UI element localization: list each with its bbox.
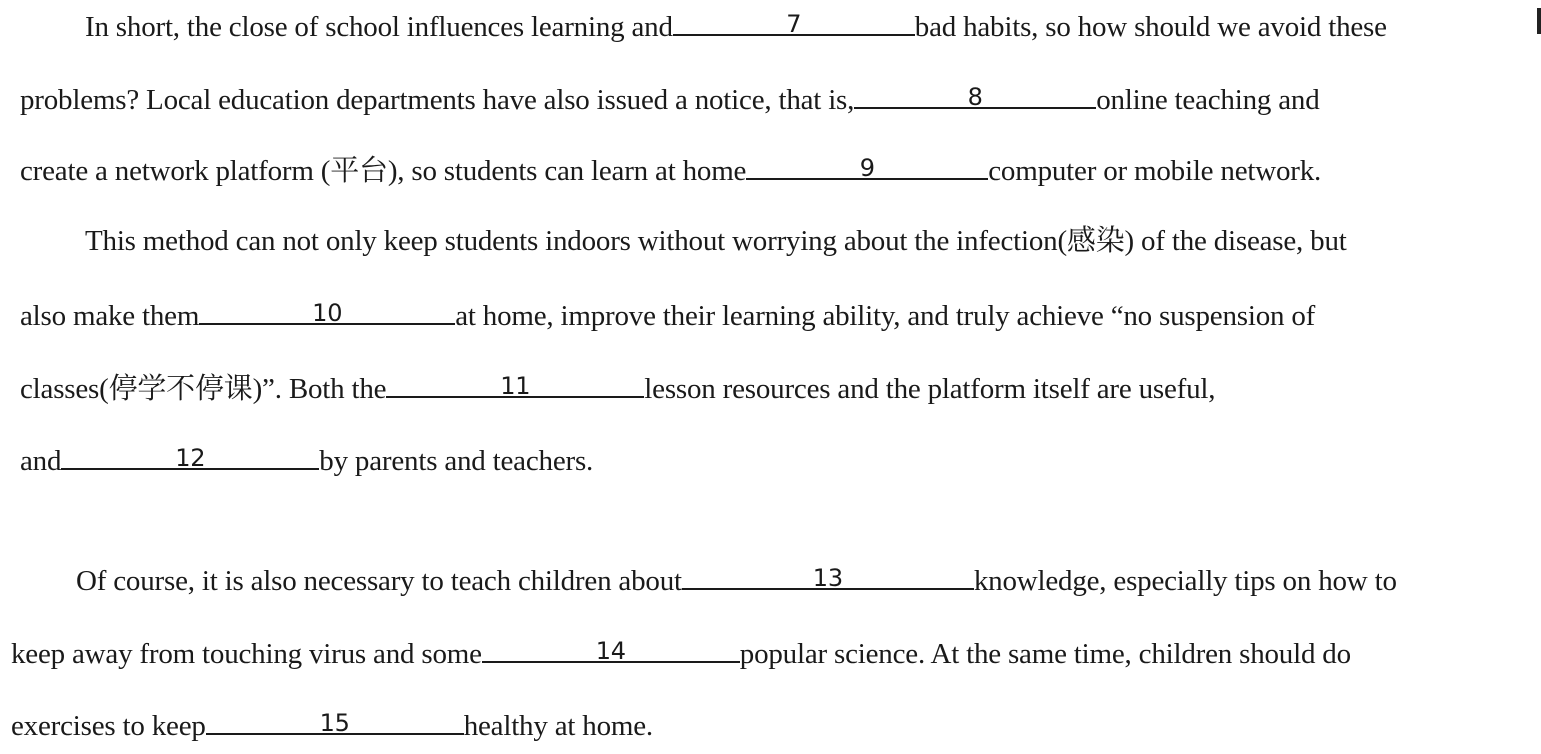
blank-number: 8 xyxy=(967,83,983,111)
line-text: healthy at home. xyxy=(463,710,653,742)
line-text: problems? Local education departments have also issued a notice, that is, xyxy=(20,84,855,116)
text-line xyxy=(20,293,1315,333)
blank-number: 14 xyxy=(595,637,626,665)
text-line xyxy=(11,631,1351,671)
blank-number: 9 xyxy=(859,154,875,182)
blank-number: 11 xyxy=(500,372,531,400)
line-text: classes(停学不停课)”. Both the xyxy=(20,373,387,405)
page-edge-mark xyxy=(1537,8,1541,34)
line-text: create a network platform (平台), so students can learn at home xyxy=(20,155,747,187)
line-text: In short, the close of school influences learning and xyxy=(85,11,673,43)
blank-number: 7 xyxy=(786,10,802,38)
text-line xyxy=(20,148,1321,188)
answer-blank-10[interactable] xyxy=(199,293,455,325)
text-line xyxy=(20,366,1215,406)
line-text: also make them xyxy=(20,300,200,332)
blank-number: 12 xyxy=(175,444,206,472)
line-text: popular science. At the same time, children should do xyxy=(739,638,1351,670)
line-text: at home, improve their learning ability, and truly achieve “no suspension of xyxy=(455,300,1316,332)
answer-blank-8[interactable] xyxy=(854,77,1096,109)
line-text: lesson resources and the platform itself are useful, xyxy=(644,373,1216,405)
text-line xyxy=(11,703,653,743)
answer-blank-7[interactable] xyxy=(673,4,915,36)
answer-blank-12[interactable] xyxy=(61,438,319,470)
line-text: This method can not only keep students indoors without worrying about the infection(感染) of the disease, but xyxy=(85,225,1347,257)
answer-blank-13[interactable] xyxy=(682,558,974,590)
blank-number: 15 xyxy=(319,709,350,737)
text-line xyxy=(76,558,1397,598)
answer-blank-14[interactable] xyxy=(482,631,740,663)
line-text: Of course, it is also necessary to teach children about xyxy=(76,565,682,597)
line-text: and xyxy=(20,445,62,477)
blank-number: 10 xyxy=(312,299,343,327)
line-text: online teaching and xyxy=(1096,84,1320,116)
line-text: exercises to keep xyxy=(11,710,206,742)
text-line xyxy=(20,77,1320,117)
answer-blank-9[interactable] xyxy=(746,148,988,180)
blank-number: 13 xyxy=(812,564,843,592)
answer-blank-15[interactable] xyxy=(206,703,464,735)
line-text: keep away from touching virus and some xyxy=(11,638,482,670)
text-line xyxy=(85,4,1387,44)
answer-blank-11[interactable] xyxy=(386,366,644,398)
line-text: by parents and teachers. xyxy=(319,445,594,477)
line-text: knowledge, especially tips on how to xyxy=(973,565,1397,597)
line-text: computer or mobile network. xyxy=(988,155,1322,187)
text-line xyxy=(20,438,593,478)
text-line xyxy=(85,221,1347,261)
line-text: bad habits, so how should we avoid these xyxy=(914,11,1387,43)
